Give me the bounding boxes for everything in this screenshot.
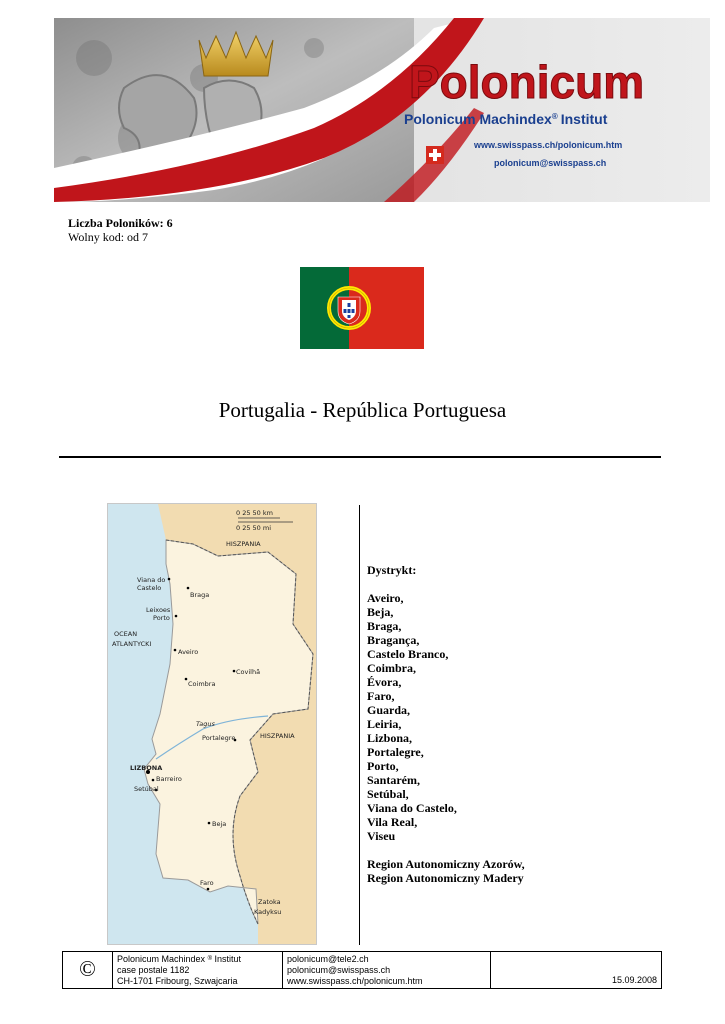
banner-email: polonicum@swisspass.ch (494, 158, 607, 168)
district-item: Braga, (367, 619, 402, 633)
map-label-gulf-1: Zatoka (258, 898, 281, 906)
map-city-leixoes: Leixoes (146, 606, 171, 614)
district-item: Lizbona, (367, 731, 413, 745)
map-scale-km: 0 25 50 km (236, 509, 273, 517)
map-city-coimbra: Coimbra (188, 680, 216, 688)
free-code: Wolny kod: od 7 (68, 230, 149, 244)
district-item: Beja, (367, 605, 394, 619)
district-item: Castelo Branco, (367, 647, 449, 661)
footer-email-1[interactable]: polonicum@tele2.ch (287, 954, 369, 964)
district-item: Porto, (367, 759, 399, 773)
district-item: Évora, (367, 675, 402, 689)
map-city-braga: Braga (190, 591, 210, 599)
district-item: Bragança, (367, 633, 420, 647)
map-label-ocean-1: OCEAN (114, 630, 138, 638)
map-label-spain-south: HISZPANIA (260, 732, 295, 740)
footer-website[interactable]: www.swisspass.ch/polonicum.htm (287, 976, 423, 986)
banner-title: Polonicum (409, 56, 645, 108)
district-item: Santarém, (367, 773, 420, 787)
district-list (367, 563, 525, 885)
map-city-beja: Beja (212, 820, 227, 828)
column-divider (359, 505, 360, 945)
footer-contacts (283, 952, 491, 988)
polonik-count: Liczba Poloników: 6 (68, 216, 173, 230)
district-item: Setúbal, (367, 787, 409, 801)
footer-email-2[interactable]: polonicum@swisspass.ch (287, 965, 391, 975)
district-item: Aveiro, (367, 591, 404, 605)
title-divider (59, 456, 661, 458)
district-item: Viseu (367, 829, 396, 843)
map-city-faro: Faro (200, 879, 214, 887)
map-city-covilha: Covilhã (236, 668, 261, 676)
map-city-viana-2: Castelo (137, 584, 162, 592)
copyright-symbol: © (63, 952, 113, 988)
district-item: Guarda, (367, 703, 411, 717)
district-item: Faro, (367, 689, 395, 703)
footer-date-cell (491, 952, 661, 988)
map-city-portalegre: Portalegre (202, 734, 236, 742)
footer-org-name: Polonicum Machindex ® Institut (117, 954, 242, 964)
autonomous-region-item: Region Autonomiczny Azorów, (367, 857, 525, 871)
header-banner (54, 18, 710, 202)
district-heading: Dystrykt: (367, 563, 417, 577)
page-title: Portugalia - República Portuguesa (218, 398, 507, 422)
map-scale-mi: 0 25 50 mi (236, 524, 272, 532)
portugal-flag (300, 267, 424, 349)
map-label-ocean-2: ATLANTYCKI (112, 640, 152, 648)
footer-address-line-1: case postale 1182 (117, 965, 190, 975)
banner-subtitle: Polonicum Machindex® Institut (404, 111, 608, 127)
map-city-setubal: Setúbal (134, 785, 159, 793)
banner-url: www.swisspass.ch/polonicum.htm (474, 140, 623, 150)
document-meta (68, 216, 173, 244)
district-item: Leiria, (367, 717, 402, 731)
portugal-map (107, 503, 317, 945)
map-city-barreiro: Barreiro (156, 775, 182, 783)
map-city-aveiro: Aveiro (178, 648, 199, 656)
map-label-gulf-2: Kadyksu (254, 908, 282, 916)
map-label-spain-north: HISZPANIA (226, 540, 261, 548)
district-item: Vila Real, (367, 815, 418, 829)
footer-date: 15.09.2008 (611, 975, 657, 985)
map-city-viana-1: Viana do (137, 576, 166, 584)
map-city-porto: Porto (153, 614, 170, 622)
map-label-tagus: Tagus (196, 720, 215, 728)
map-city-lisboa: LIZBONA (130, 764, 163, 772)
district-item: Coimbra, (367, 661, 416, 675)
autonomous-region-item: Region Autonomiczny Madery (367, 871, 524, 885)
footer-table (62, 951, 662, 989)
footer-address-line-2: CH-1701 Fribourg, Szwajcaria (117, 976, 238, 986)
footer-address (113, 952, 283, 988)
district-item: Viana do Castelo, (367, 801, 457, 815)
district-item: Portalegre, (367, 745, 424, 759)
